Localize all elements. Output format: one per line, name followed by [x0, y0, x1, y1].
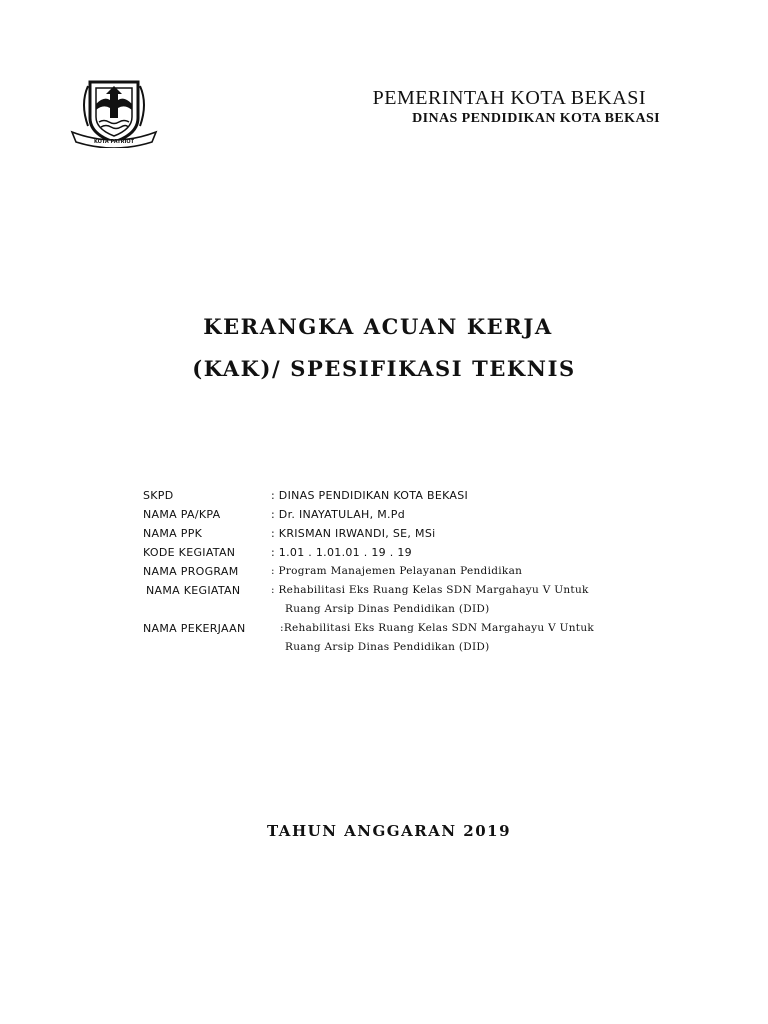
info-label: NAMA PROGRAM	[143, 565, 239, 578]
info-value: :Rehabilitasi Eks Ruang Kelas SDN Margahayu V Untuk	[280, 622, 595, 634]
info-label: NAMA KEGIATAN	[146, 584, 241, 597]
document-title-line-1: KERANGKA ACUAN KERJA	[203, 314, 553, 339]
info-value-continuation: Ruang Arsip Dinas Pendidikan (DID)	[285, 641, 490, 653]
info-label: NAMA PPK	[143, 527, 203, 540]
info-value: : DINAS PENDIDIKAN KOTA BEKASI	[271, 489, 469, 502]
letterhead	[300, 86, 660, 128]
info-row-pekerjaan-continuation	[143, 638, 663, 657]
info-value: : 1.01 . 1.01.01 . 19 . 19	[271, 546, 412, 559]
info-label: NAMA PEKERJAAN	[143, 622, 246, 635]
info-row-pa-kpa	[143, 505, 663, 524]
fiscal-year-label: TAHUN ANGGARAN 2019	[266, 822, 512, 840]
info-row-kode-kegiatan	[143, 543, 663, 562]
info-value-continuation: Ruang Arsip Dinas Pendidikan (DID)	[285, 603, 490, 615]
info-value: : Dr. INAYATULAH, M.Pd	[271, 508, 406, 521]
info-value: : KRISMAN IRWANDI, SE, MSi	[271, 527, 436, 540]
info-value: : Rehabilitasi Eks Ruang Kelas SDN Margahayu V Untuk	[271, 584, 589, 596]
info-value: : Program Manajemen Pelayanan Pendidikan	[271, 565, 523, 577]
info-label: SKPD	[143, 489, 174, 502]
info-row-pekerjaan	[143, 619, 663, 638]
government-name: PEMERINTAH KOTA BEKASI	[372, 87, 646, 109]
kota-bekasi-emblem-icon	[66, 74, 162, 148]
svg-text:KOTA PATRIOT: KOTA PATRIOT	[93, 139, 135, 145]
info-label: KODE KEGIATAN	[143, 546, 236, 559]
document-title-line-2: (KAK)/ SPESIFIKASI TEKNIS	[192, 356, 576, 381]
document-info-block	[143, 486, 663, 657]
agency-name: DINAS PENDIDIKAN KOTA BEKASI	[412, 111, 660, 126]
info-row-kegiatan	[143, 581, 663, 600]
info-row-program	[143, 562, 663, 581]
info-label: NAMA PA/KPA	[143, 508, 221, 521]
info-row-ppk	[143, 524, 663, 543]
info-row-kegiatan-continuation	[143, 600, 663, 619]
info-row-skpd	[143, 486, 663, 505]
